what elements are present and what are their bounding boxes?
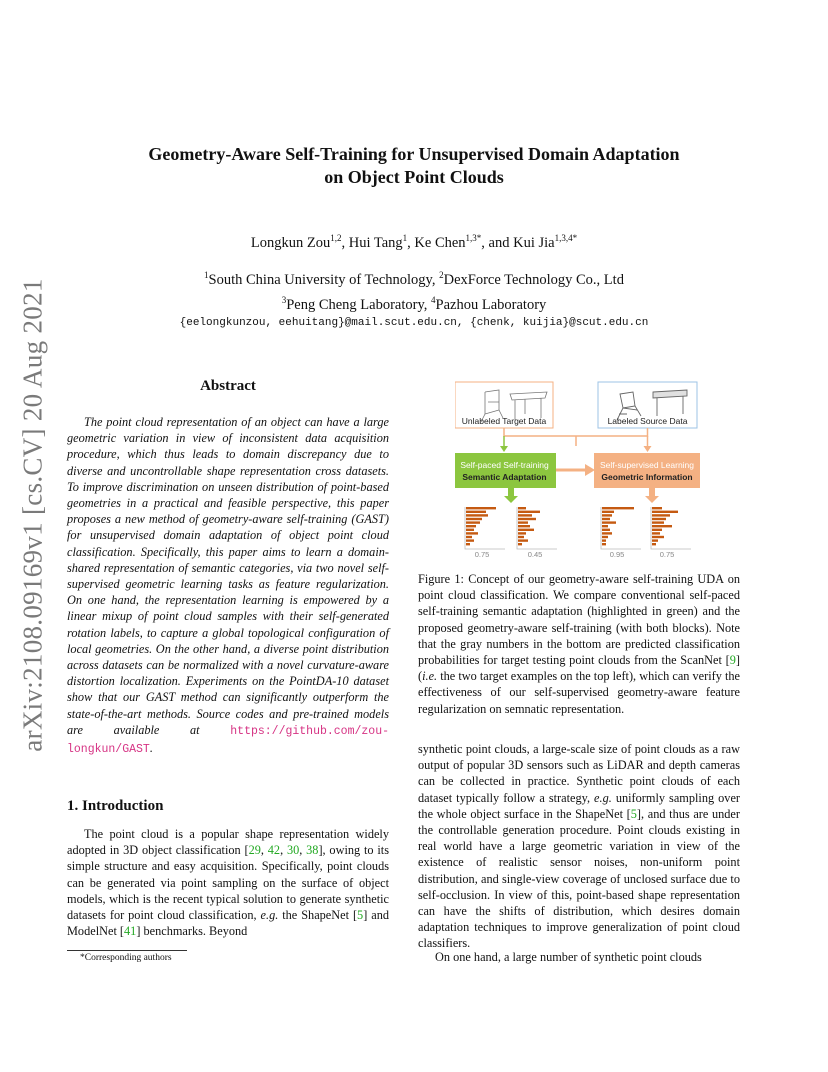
affiliations: $^1$South China University of Technology, $^2$DexForce Technology Co., Ltd $^3$Peng Cheng Laboratory, $^4$Pazhou Laboratory: [204, 270, 624, 313]
histogram-bar: [602, 518, 610, 520]
abstract-heading: Abstract: [200, 378, 256, 394]
target-data-label: Unlabeled Target Data: [461, 416, 547, 426]
author-emails: {eelongkunzou, eehuitang}@mail.scut.edu.cn, {chenk, kuijia}@scut.edu.cn: [179, 317, 649, 329]
histogram-axis: [651, 507, 691, 549]
histogram-bar: [466, 521, 480, 523]
histogram-axis: [601, 507, 641, 549]
prob-label-3: 0.95: [609, 550, 625, 559]
histogram-bar: [466, 507, 496, 509]
citation-link[interactable]: 30: [286, 843, 300, 858]
histogram-bar: [466, 536, 472, 538]
source-data-label: Labeled Source Data: [607, 416, 688, 426]
prob-label-2: 0.45: [527, 550, 543, 559]
author-name: Ke Chen: [414, 234, 466, 251]
histogram-bar: [466, 529, 474, 531]
histogram-bar: [652, 507, 662, 509]
semantic-adaptation-block: [455, 453, 556, 488]
histogram-bar: [602, 539, 606, 541]
geometric-information-block: [594, 453, 700, 488]
histogram-bar: [466, 532, 478, 534]
footnote-divider: [67, 950, 187, 951]
author-name: Longkun Zou: [250, 234, 331, 251]
abstract-body: The point cloud representation of an object can have a large geometric variation in view of inconsistent data acquisition procedure, which thus leads to domain discrepancy due to diverse and uncontrollable shape representation cross datasets. To improve discrimination on unseen distribution of point-based geometries in a practical and feasible perspective, this paper proposes a new method of geometry-aware self-training (GAST) for unsupervised domain adaptation of object point cloud classification. Specifically, this paper aims to learn a domain-shared representation of semantic categories, via two novel self-supervised geometric learning tasks as feature regularization. On one hand, the representation learning is empowered by a linear mixup of point cloud samples with their self-generated rotation labels, to capture a global topological configuration of local geometries. On the other hand, a diverse point distribution across datasets can be normalized with a novel curvature-aware distortion localization. Experiments on the PointDA-10 dataset show that our GAST method can significantly outperform the state-of-the-art methods. Source codes and pre-trained models are available at https://github.com/zou-longkun/GAST.: [67, 415, 389, 757]
svg-text:Geometric Information: Geometric Information: [601, 472, 693, 482]
histogram-bar: [602, 532, 612, 534]
histogram-bar: [652, 518, 666, 520]
citation-link[interactable]: 5: [630, 806, 637, 821]
citation-link[interactable]: 42: [267, 843, 281, 858]
histogram-bar: [518, 539, 528, 541]
histogram-bar: [518, 507, 526, 509]
prob-label-1: 0.75: [474, 550, 490, 559]
probability-histograms: [465, 507, 691, 549]
histogram-bar: [518, 543, 522, 545]
author-name: Hui Tang: [348, 234, 403, 251]
figure-caption: Figure 1: Concept of our geometry-aware self-training UDA on point cloud classification. We compare conventional self-paced self-training semantic adaptation (highlighted in green) and the proposed geometry-aware self-training (with both blocks). Note that the gray numbers in the bottom are predicted classification probabilities for target testing point clouds from the ScanNet [9] (i.e. the two target examples on the top left), which can verify the effectiveness of our self-supervised geometry-aware feature regularization on semnatic representation.: [418, 572, 740, 716]
histogram-bar: [652, 521, 664, 523]
source-table-icon: [653, 390, 687, 416]
citation-link[interactable]: 29: [248, 843, 261, 858]
histogram-bar: [518, 525, 530, 527]
arxiv-identifier: arXiv:2108.09169v1 [cs.CV] 20 Aug 2021: [17, 278, 48, 752]
svg-text:Self-paced Self-training: Self-paced Self-training: [460, 460, 549, 470]
histogram-bar: [652, 539, 658, 541]
histogram-axis: [517, 507, 557, 549]
section-heading-introduction: 1. Introduction: [67, 798, 164, 814]
histogram-bar: [602, 536, 608, 538]
histogram-bar: [466, 539, 474, 541]
citation-link[interactable]: 9: [729, 653, 736, 668]
histogram-bar: [652, 543, 656, 545]
histogram-bar: [602, 543, 606, 545]
footnote: *Corresponding authors: [80, 953, 172, 963]
citation-link[interactable]: 41: [124, 924, 137, 939]
author-list: Longkun Zou$^{1,2}$, Hui Tang$^1$, Ke Chen$^{1,3*}$, and Kui Jia$^{1,3,4*}$: [250, 233, 578, 251]
histogram-bar: [518, 518, 536, 520]
histogram-bar: [652, 511, 678, 513]
histogram-bar: [518, 514, 532, 516]
source-to-center-line: [576, 428, 648, 436]
histogram-bar: [602, 525, 608, 527]
histogram-bar: [518, 511, 540, 513]
histogram-bar: [518, 532, 526, 534]
histogram-bar: [652, 532, 660, 534]
figure-1-diagram: [455, 380, 700, 562]
body-paragraph-right-2: On one hand, a large number of synthetic point clouds: [435, 950, 702, 964]
citation-link[interactable]: 5: [357, 908, 364, 923]
svg-text:Semantic Adaptation: Semantic Adaptation: [462, 472, 547, 482]
histogram-bar: [602, 511, 614, 513]
svg-text:Self-supervised Learning: Self-supervised Learning: [599, 460, 695, 470]
histogram-bar: [518, 536, 524, 538]
histogram-bar: [602, 514, 612, 516]
citation-link[interactable]: 38: [306, 843, 319, 858]
histogram-bar: [602, 521, 616, 523]
histogram-bar: [652, 536, 664, 538]
histogram-bar: [652, 525, 672, 527]
histogram-bar: [466, 514, 488, 516]
histogram-bar: [466, 511, 486, 513]
target-to-center-line: [504, 428, 576, 436]
histogram-bar: [466, 518, 482, 520]
histogram-bar: [652, 514, 670, 516]
intro-paragraph: The point cloud is a popular shape representation widely adopted in 3D object classification [29, 42, 30, 38], owing to its simple structure and easy acquisition. Specifically, point clouds can be generated via point sampling on the surface of object models, which is the recent typical solution to generate synthetic datasets for point cloud classification, e.g. the ShapeNet [5] and ModelNet [41] benchmarks. Beyond: [67, 827, 389, 939]
histogram-bar: [652, 529, 662, 531]
paper-title: Geometry-Aware Self-Training for Unsupervised Domain Adaptation on Object Point Clouds: [148, 144, 680, 187]
prob-label-4: 0.75: [659, 550, 675, 559]
histogram-bar: [602, 507, 634, 509]
histogram-bar: [518, 529, 534, 531]
histogram-axis: [465, 507, 505, 549]
author-name: Kui Jia: [513, 234, 555, 251]
code-link[interactable]: https://github.com/zou-longkun/GAST: [67, 724, 389, 757]
histogram-bar: [518, 521, 528, 523]
histogram-bar: [602, 529, 610, 531]
histogram-bar: [466, 543, 470, 545]
body-paragraph-right: synthetic point clouds, a large-scale size of point clouds as a raw output of popular 3D sensors such as LiDAR and depth cameras can be collected in practice. Synthetic point clouds of each dataset typically follow a strategy, e.g. uniformly sampling over the whole object surface in the ShapeNet [5], and thus are under the controllable generation procedure. Point clouds existing in real world have a large geometric variation in view of the existence of realistic sensor noises, non-uniform point distribution, and single-view coverage of unclosed surface due to self-occlusion. In view of this, point-based shape representation can have the shifts of distribution, which desires domain adaptation techniques to improve generalization of point cloud classifiers.: [418, 742, 740, 951]
histogram-bar: [466, 525, 476, 527]
